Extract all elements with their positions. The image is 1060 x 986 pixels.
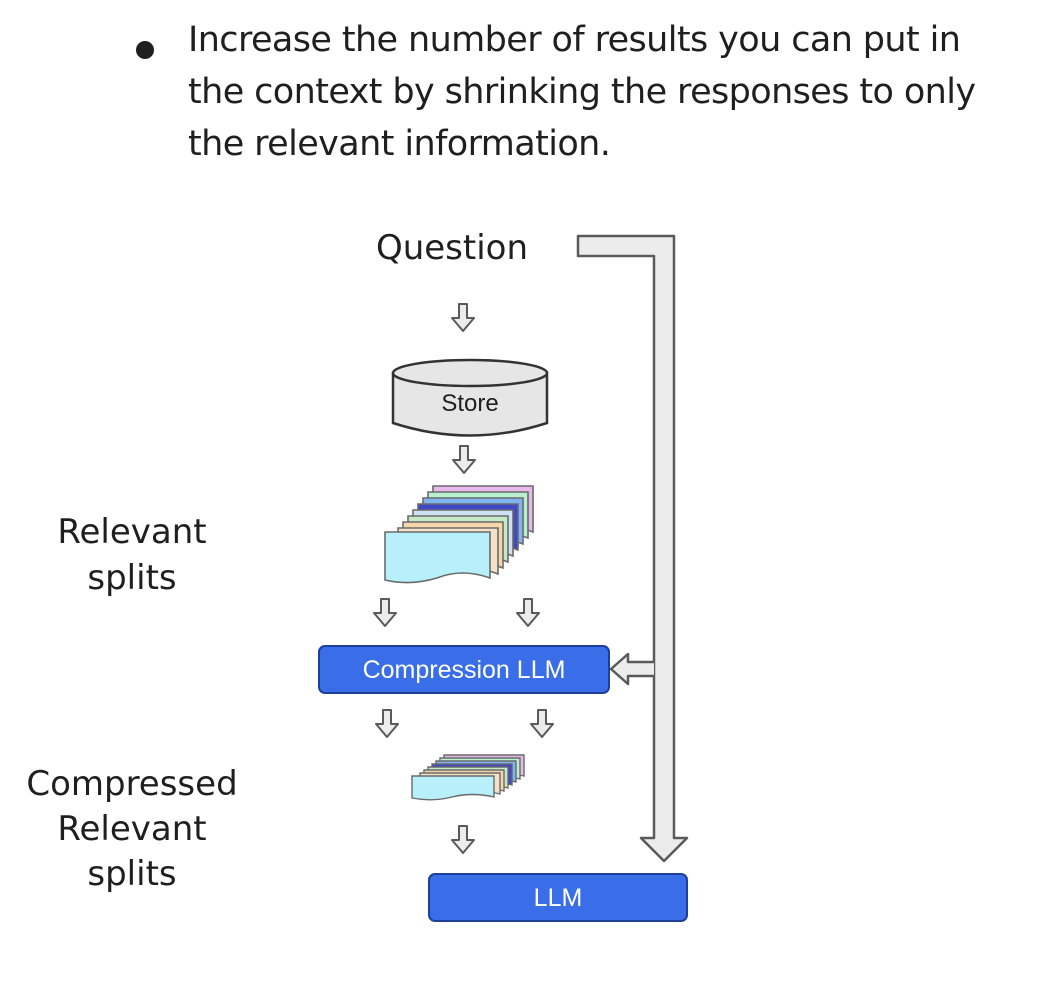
question-label: Question: [375, 228, 529, 268]
bullet-text: Increase the number of results you can put in the context by shrinking the responses to only the relevant information.: [188, 20, 976, 164]
down-arrow-icon: [453, 446, 475, 473]
store-label: Store: [441, 390, 499, 417]
relevant-splits-label-line2: splits: [87, 558, 177, 598]
down-arrow-icon: [531, 710, 553, 737]
compressed-splits-label-line1: Compressed: [26, 764, 238, 804]
down-arrow-icon: [452, 304, 474, 331]
relevant-splits-stack: [385, 486, 533, 583]
down-arrow-icon: [517, 599, 539, 626]
down-arrow-icon: [452, 826, 474, 853]
compressed-splits-label-line2: Relevant: [57, 809, 207, 849]
down-arrow-icon: [374, 599, 396, 626]
question-to-compression-arrow: [611, 654, 654, 684]
relevant-splits-label-line1: Relevant: [57, 512, 207, 552]
compression-llm-label: Compression LLM: [362, 656, 566, 684]
question-bypass-arrow: [578, 236, 687, 861]
down-arrow-icon: [376, 710, 398, 737]
compressed-splits-label-line3: splits: [87, 854, 177, 894]
llm-label: LLM: [533, 884, 583, 912]
compressed-splits-stack: [412, 755, 524, 800]
